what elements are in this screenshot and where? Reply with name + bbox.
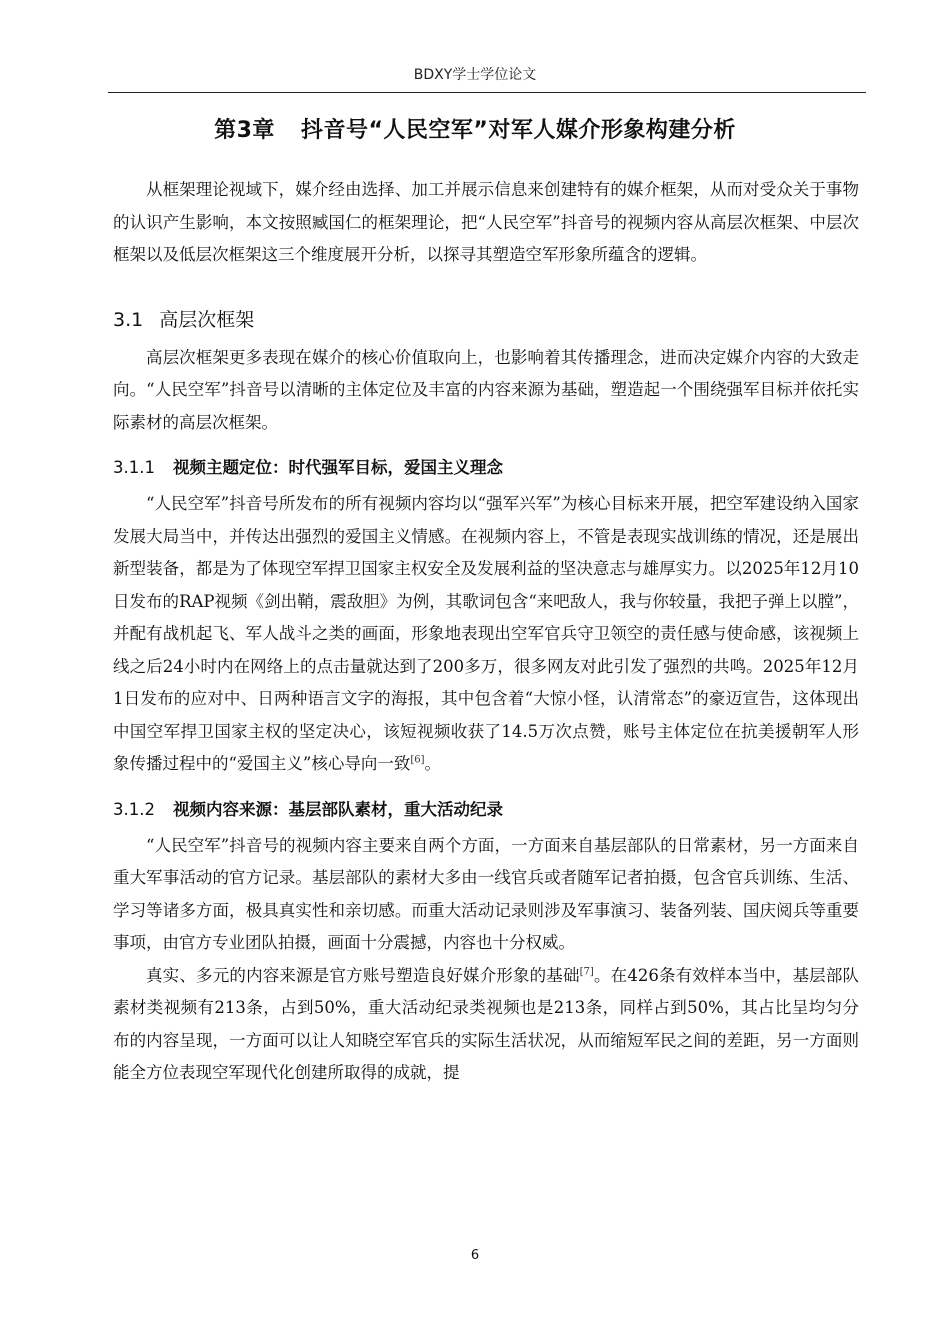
intro-paragraph: 从框架理论视域下，媒介经由选择、加工并展示信息来创建特有的媒介框架，从而对受众关于事物的认识产生影响，本文按照臧国仁的框架理论，把“人民空军”抖音号的视频内容从高层次框架、中层次框架以及低层次框架这三个维度展开分析，以探寻其塑造空军形象所蕴含的逻辑。 bbox=[113, 180, 859, 264]
subsection-3-1-2-paragraph-1: “人民空军”抖音号的视频内容主要来自两个方面，一方面来自基层部队的日常素材，另一方面来自重大军事活动的官方记录。基层部队的素材大多由一线官兵或者随军记者拍摄，包含官兵训练、生活、学习等诸多方面，极具真实性和亲切感。而重大活动记录则涉及军事演习、装备列装、国庆阅兵等重要事项，由官方专业团队拍摄，画面十分震撼，内容也十分权威。 bbox=[113, 835, 859, 952]
section-title: 高层次框架 bbox=[159, 308, 255, 331]
paragraph-end: 。 bbox=[424, 754, 442, 773]
body-content bbox=[113, 174, 859, 1090]
citation-marker: [7] bbox=[579, 966, 594, 977]
subsection-number: 3.1.1 bbox=[113, 458, 155, 477]
subsection-title: 视频主题定位：时代强军目标，爱国主义理念 bbox=[172, 458, 503, 477]
section-number: 3.1 bbox=[113, 308, 144, 331]
subsection-title: 视频内容来源：基层部队素材，重大活动纪录 bbox=[172, 799, 503, 819]
chapter-title-text: 抖音号“人民空军”对军人媒介形象构建分析 bbox=[300, 118, 736, 143]
running-header: BDXY学士学位论文 bbox=[413, 67, 537, 83]
page-number: 6 bbox=[470, 1248, 480, 1263]
paragraph-text: 真实、多元的内容来源是官方账号塑造良好媒介形象的基础 bbox=[146, 965, 580, 985]
paragraph-text-rest: 。在426条有效样本当中，基层部队素材类视频有213条，占到50%，重大活动纪录类视频也是213条，同样占到50%，其占比呈均匀分布的内容呈现，一方面可以让人知晓空军官兵的实际生活状况，从而缩短军民之间的差距，另一方面则能全方位表现空军现代化创建所取得的成就，提 bbox=[113, 965, 860, 1082]
subsection-heading-3-1-1 bbox=[113, 454, 859, 482]
section-3-1-paragraph: 高层次框架更多表现在媒介的核心价值取向上，也影响着其传播理念，进而决定媒介内容的大致走向。“人民空军”抖音号以清晰的主体定位及丰富的内容来源为基础，塑造起一个围绕强军目标并依托实际素材的高层次框架。 bbox=[113, 347, 859, 432]
header-rule bbox=[108, 92, 866, 93]
subsection-number: 3.1.2 bbox=[113, 799, 155, 819]
paragraph-text: “人民空军”抖音号所发布的所有视频内容均以“强军兴军”为核心目标来开展，把空军建设纳入国家发展大局当中，并传达出强烈的爱国主义情感。在视频内容上，不管是表现实战训练的情况，还是展出新型装备，都是为了体现空军捍卫国家主权安全及发展利益的坚决意志与雄厚实力。以2025年12月10日发布的RAP视频《剑出鞘，震敌胆》为例，其歌词包含“来吧敌人，我与你较量，我把子弹上以膛”，并配有战机起飞、军人战斗之类的画面，形象地表现出空军官兵守卫领空的责任感与使命感，该视频上线之后24小时内在网络上的点击量就达到了200多万，很多网友对此引发了强烈的共鸣。2025年12月1日发布的应对中、日两种语言文字的海报，其中包含着“大惊小怪，认清常态”的豪迈宣告，这体现出中国空军捍卫国家主权的坚定决心，该短视频收获了14.5万次点赞，账号主体定位在抗美援朝军人形象传播过程中的“爱国主义”核心导向一致 bbox=[113, 494, 859, 773]
citation-marker: [6] bbox=[410, 754, 425, 766]
chapter-title bbox=[0, 114, 950, 148]
section-heading-3-1 bbox=[113, 305, 859, 335]
subsection-3-1-1-paragraph bbox=[113, 488, 859, 781]
subsection-heading-3-1-2 bbox=[113, 796, 859, 824]
chapter-number: 第3章 bbox=[214, 118, 275, 143]
subsection-3-1-2-paragraph-2 bbox=[113, 960, 859, 1090]
